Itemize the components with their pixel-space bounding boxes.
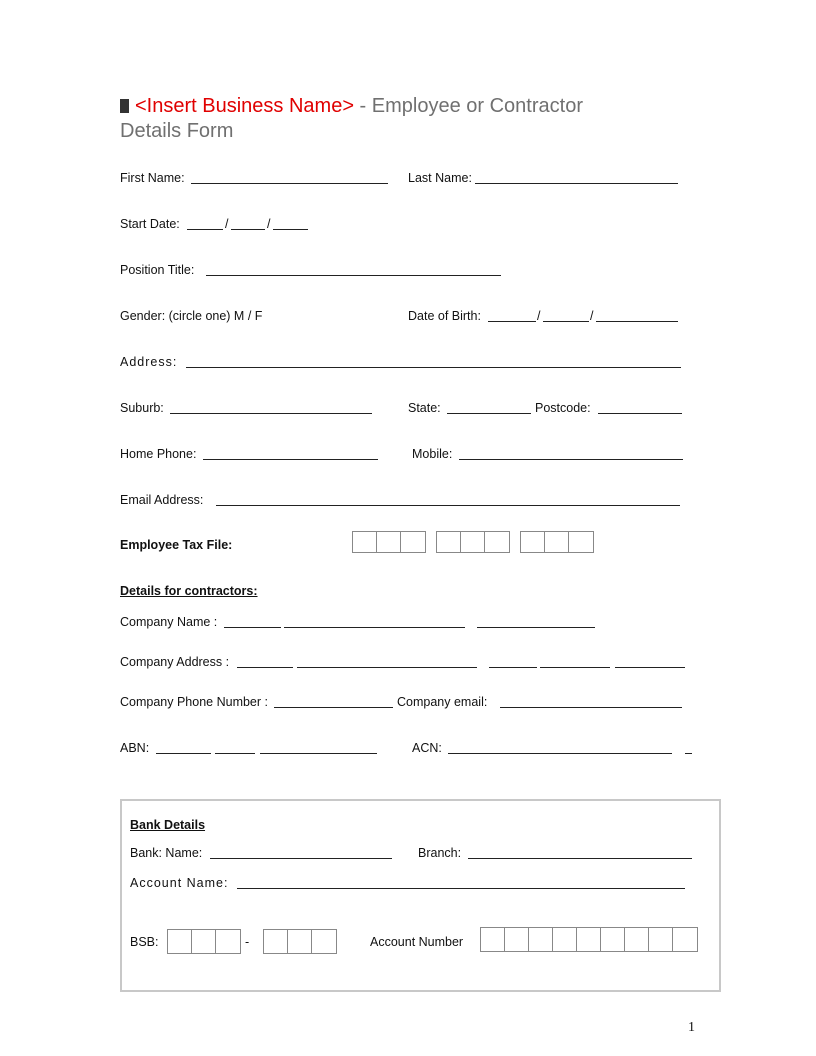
- dob-separator: /: [590, 309, 594, 323]
- acn-label: ACN:: [412, 741, 442, 755]
- form-title: [120, 94, 583, 118]
- start-date-label: Start Date:: [120, 217, 180, 231]
- company-email-field[interactable]: [500, 707, 682, 708]
- suburb-field[interactable]: [170, 413, 372, 414]
- bank-details-panel: [120, 799, 721, 992]
- home-phone-label: Home Phone:: [120, 447, 197, 461]
- account-number-digit-box[interactable]: [601, 928, 625, 951]
- postcode-label: Postcode:: [535, 401, 591, 415]
- company-name-field[interactable]: [477, 627, 595, 628]
- company-email-label: Company email:: [397, 695, 488, 709]
- mobile-label: Mobile:: [412, 447, 453, 461]
- bsb-digit-box[interactable]: [168, 930, 192, 953]
- tax-file-digit-box[interactable]: [521, 532, 545, 552]
- gender-label: Gender: (circle one) M / F: [120, 309, 263, 323]
- acn-field[interactable]: [448, 753, 672, 754]
- account-name-field[interactable]: [237, 888, 685, 889]
- last-name-label: Last Name:: [408, 171, 472, 185]
- page-number: 1: [688, 1020, 695, 1035]
- account-number-boxes: [480, 927, 698, 952]
- bank-details-heading: Bank Details: [130, 818, 206, 832]
- start-date-day-field[interactable]: [187, 229, 223, 230]
- dob-separator: /: [537, 309, 541, 323]
- bsb-dash: -: [245, 935, 250, 949]
- first-name-label: First Name:: [120, 171, 185, 185]
- date-of-birth-label: Date of Birth:: [408, 309, 481, 323]
- dob-month-field[interactable]: [543, 321, 589, 322]
- bsb-digit-box[interactable]: [288, 930, 312, 953]
- business-name-placeholder: <Insert Business Name>: [135, 95, 354, 117]
- title-suffix: - Employee or Contractor: [354, 95, 583, 117]
- tax-file-group-3: [520, 531, 594, 553]
- company-address-field[interactable]: [540, 667, 610, 668]
- account-number-digit-box[interactable]: [625, 928, 649, 951]
- account-number-digit-box[interactable]: [553, 928, 577, 951]
- tax-file-digit-box[interactable]: [377, 532, 401, 552]
- email-address-field[interactable]: [216, 505, 680, 506]
- abn-field[interactable]: [156, 753, 211, 754]
- company-name-field[interactable]: [284, 627, 465, 628]
- tax-file-digit-box[interactable]: [485, 532, 509, 552]
- tax-file-digit-box[interactable]: [401, 532, 425, 552]
- bsb-digit-box[interactable]: [192, 930, 216, 953]
- dob-year-field[interactable]: [596, 321, 678, 322]
- bsb-digit-box[interactable]: [312, 930, 336, 953]
- suburb-label: Suburb:: [120, 401, 164, 415]
- employee-tax-file-label: Employee Tax File:: [120, 538, 233, 552]
- bank-name-field[interactable]: [210, 858, 392, 859]
- tax-file-digit-box[interactable]: [545, 532, 569, 552]
- acn-field[interactable]: [685, 753, 692, 754]
- last-name-field[interactable]: [475, 183, 678, 184]
- account-number-digit-box[interactable]: [529, 928, 553, 951]
- state-label: State:: [408, 401, 441, 415]
- bsb-digit-box[interactable]: [264, 930, 288, 953]
- start-date-month-field[interactable]: [231, 229, 265, 230]
- account-number-digit-box[interactable]: [481, 928, 505, 951]
- start-date-separator: /: [225, 217, 229, 231]
- abn-field[interactable]: [260, 753, 377, 754]
- company-address-field[interactable]: [297, 667, 477, 668]
- state-field[interactable]: [447, 413, 531, 414]
- email-address-label: Email Address:: [120, 493, 204, 507]
- bsb-group-1: [167, 929, 241, 954]
- tax-file-digit-box[interactable]: [569, 532, 593, 552]
- tax-file-digit-box[interactable]: [437, 532, 461, 552]
- abn-label: ABN:: [120, 741, 150, 755]
- company-name-field[interactable]: [224, 627, 281, 628]
- first-name-field[interactable]: [191, 183, 388, 184]
- tax-file-group-2: [436, 531, 510, 553]
- position-title-field[interactable]: [206, 275, 501, 276]
- account-number-digit-box[interactable]: [505, 928, 529, 951]
- bsb-label: BSB:: [130, 935, 159, 949]
- start-date-separator: /: [267, 217, 271, 231]
- company-address-label: Company Address :: [120, 655, 230, 669]
- postcode-field[interactable]: [598, 413, 682, 414]
- mobile-field[interactable]: [459, 459, 683, 460]
- bank-name-label: Bank: Name:: [130, 846, 203, 860]
- branch-field[interactable]: [468, 858, 692, 859]
- position-title-label: Position Title:: [120, 263, 195, 277]
- account-name-label: Account Name:: [130, 876, 229, 890]
- bsb-digit-box[interactable]: [216, 930, 240, 953]
- account-number-digit-box[interactable]: [649, 928, 673, 951]
- account-number-digit-box[interactable]: [673, 928, 697, 951]
- company-address-field[interactable]: [615, 667, 685, 668]
- account-number-label: Account Number: [370, 935, 464, 949]
- title-marker-icon: [120, 99, 129, 113]
- company-name-label: Company Name :: [120, 615, 218, 629]
- address-label: Address:: [120, 355, 178, 369]
- account-number-digit-box[interactable]: [577, 928, 601, 951]
- contractors-heading: Details for contractors:: [120, 584, 258, 598]
- address-field[interactable]: [186, 367, 681, 368]
- company-phone-field[interactable]: [274, 707, 393, 708]
- tax-file-digit-box[interactable]: [461, 532, 485, 552]
- branch-label: Branch:: [418, 846, 462, 860]
- home-phone-field[interactable]: [203, 459, 378, 460]
- tax-file-digit-box[interactable]: [353, 532, 377, 552]
- company-address-field[interactable]: [489, 667, 537, 668]
- start-date-year-field[interactable]: [273, 229, 308, 230]
- bsb-group-2: [263, 929, 337, 954]
- company-phone-label: Company Phone Number :: [120, 695, 268, 709]
- company-address-field[interactable]: [237, 667, 293, 668]
- title-suffix-line2: Details Form: [120, 120, 234, 142]
- dob-day-field[interactable]: [488, 321, 536, 322]
- tax-file-group-1: [352, 531, 426, 553]
- abn-field[interactable]: [215, 753, 255, 754]
